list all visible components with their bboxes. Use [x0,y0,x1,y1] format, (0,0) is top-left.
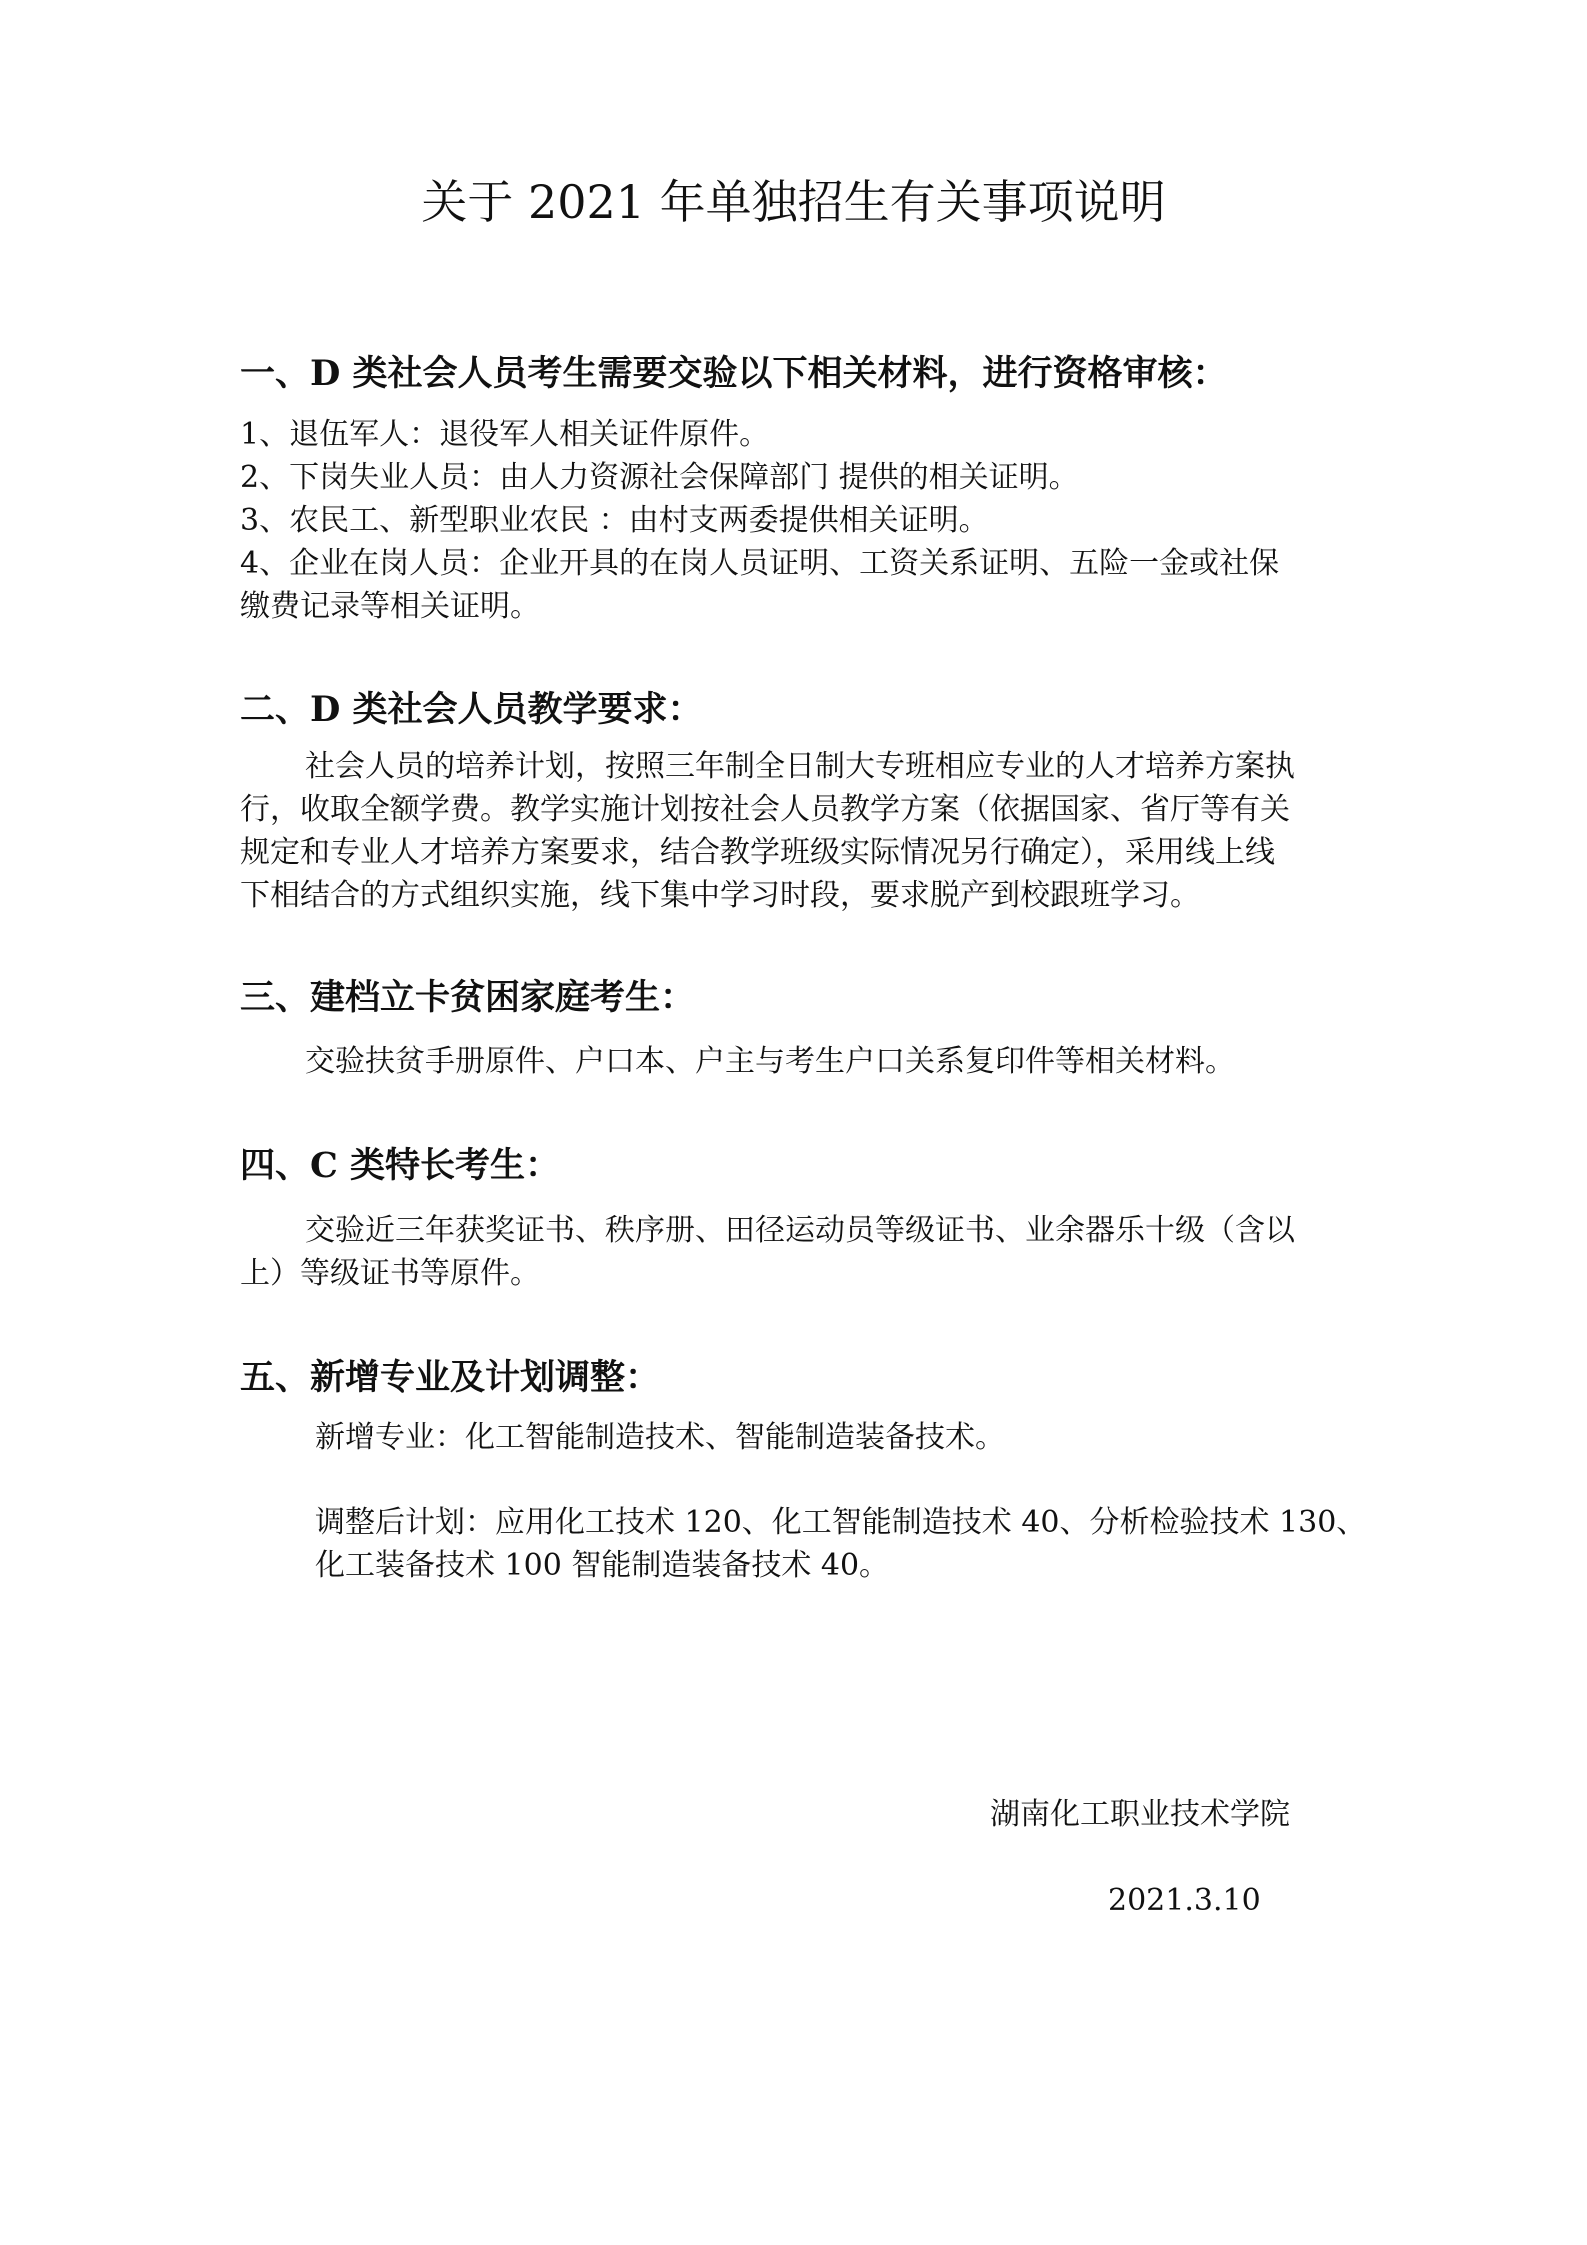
section-5-line-3: 化工装备技术 100 智能制造装备技术 40。 [315,1548,890,1583]
section-3-heading: 三、建档立卡贫困家庭考生： [240,977,696,1018]
section-5-heading: 五、新增专业及计划调整： [240,1357,661,1398]
section-4-heading: 四、C 类特长考生： [240,1145,561,1186]
section-2-line-1: 社会人员的培养计划，按照三年制全日制大专班相应专业的人才培养方案执 [305,749,1295,784]
section-1-line-3: 3、农民工、新型职业农民 ：由村支两委提供相关证明。 [240,503,989,538]
section-1-heading: 一、D 类社会人员考生需要交验以下相关材料，进行资格审核： [240,353,1228,394]
section-2-line-2: 行，收取全额学费。教学实施计划按社会人员教学方案（依据国家、省厅等有关 [240,792,1290,827]
section-1-line-5: 缴费记录等相关证明。 [240,589,540,624]
section-5-line-2: 调整后计划：应用化工技术 120、化工智能制造技术 40、分析检验技术 130、 [315,1505,1367,1540]
document-title: 关于 2021 年单独招生有关事项说明 [421,175,1166,229]
section-2-line-3: 规定和专业人才培养方案要求，结合教学班级实际情况另行确定），采用线上线 [240,835,1275,870]
section-2-line-4: 下相结合的方式组织实施，线下集中学习时段，要求脱产到校跟班学习。 [240,878,1200,913]
signature-date: 2021.3.10 [1108,1883,1261,1918]
section-3-line-1: 交验扶贫手册原件、户口本、户主与考生户口关系复印件等相关材料。 [305,1044,1235,1079]
section-1-line-2: 2、下岗失业人员：由人力资源社会保障部门 提供的相关证明。 [240,460,1079,495]
section-1-line-1: 1、退伍军人：退役军人相关证件原件。 [240,417,770,452]
section-1-line-4: 4、企业在岗人员：企业开具的在岗人员证明、工资关系证明、五险一金或社保 [240,546,1280,581]
section-5-line-1: 新增专业：化工智能制造技术、智能制造装备技术。 [315,1420,1005,1455]
section-2-heading: 二、D 类社会人员教学要求： [240,689,703,730]
signature-org: 湖南化工职业技术学院 [990,1797,1290,1832]
section-4-line-1: 交验近三年获奖证书、秩序册、田径运动员等级证书、业余器乐十级（含以 [305,1213,1295,1248]
section-4-line-2: 上）等级证书等原件。 [240,1256,540,1291]
